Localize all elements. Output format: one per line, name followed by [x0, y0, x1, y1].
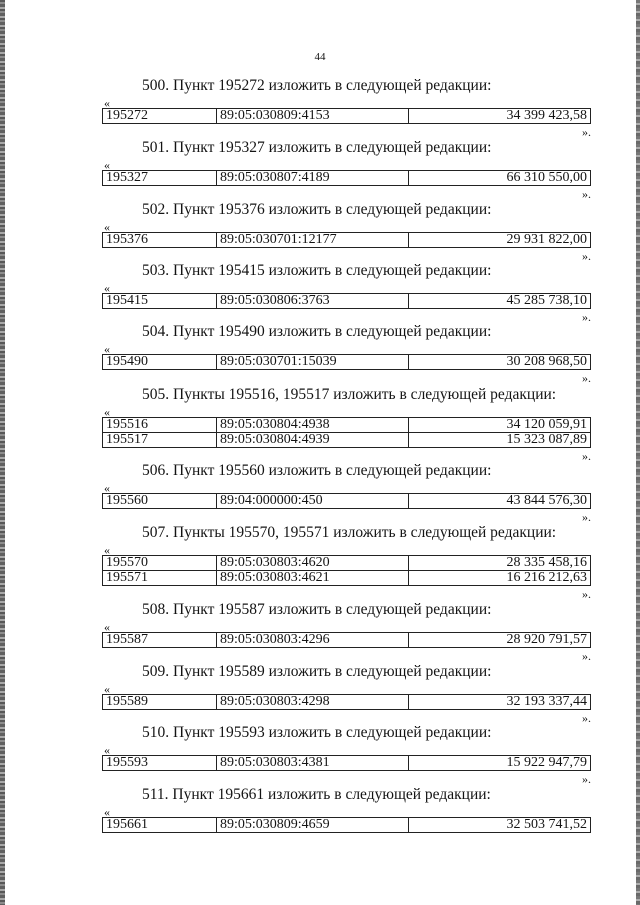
cell-amount: 43 844 576,30 [409, 494, 591, 509]
cell-item-number: 195415 [103, 294, 217, 309]
scan-edge-left [0, 0, 5, 905]
table-row [103, 494, 591, 509]
section-heading: 508. Пункт 195587 изложить в следующей редакции: [142, 601, 492, 618]
table-row [103, 418, 591, 433]
register-table [102, 555, 591, 586]
section-heading: 502. Пункт 195376 изложить в следующей редакции: [142, 201, 492, 218]
table-row [103, 109, 591, 124]
open-quote: « [104, 805, 110, 819]
close-quote: ». [582, 510, 591, 524]
cell-cadastral-number: 89:05:030804:4938 [217, 418, 409, 433]
cell-item-number: 195587 [103, 633, 217, 648]
table-row [103, 756, 591, 771]
cell-amount: 45 285 738,10 [409, 294, 591, 309]
table-row [103, 633, 591, 648]
cell-amount: 32 193 337,44 [409, 695, 591, 710]
cell-item-number: 195490 [103, 355, 217, 370]
register-table [102, 293, 591, 309]
table-row [103, 171, 591, 186]
close-quote: ». [582, 187, 591, 201]
register-table [102, 354, 591, 370]
close-quote: ». [582, 310, 591, 324]
table-row [103, 571, 591, 586]
section-heading: 511. Пункт 195661 изложить в следующей редакции: [142, 786, 491, 803]
open-quote: « [104, 220, 110, 234]
cell-cadastral-number: 89:05:030809:4153 [217, 109, 409, 124]
cell-amount: 34 120 059,91 [409, 418, 591, 433]
open-quote: « [104, 620, 110, 634]
register-table [102, 694, 591, 710]
open-quote: « [104, 743, 110, 757]
close-quote: ». [582, 371, 591, 385]
close-quote: ». [582, 125, 591, 139]
cell-item-number: 195589 [103, 695, 217, 710]
register-table [102, 170, 591, 186]
table-row [103, 433, 591, 448]
cell-cadastral-number: 89:05:030807:4189 [217, 171, 409, 186]
register-table [102, 417, 591, 448]
cell-item-number: 195516 [103, 418, 217, 433]
section-heading: 505. Пункты 195516, 195517 изложить в следующей редакции: [142, 386, 557, 403]
cell-cadastral-number: 89:04:000000:450 [217, 494, 409, 509]
cell-cadastral-number: 89:05:030803:4298 [217, 695, 409, 710]
section-heading: 507. Пункты 195570, 195571 изложить в следующей редакции: [142, 524, 557, 541]
cell-amount: 16 216 212,63 [409, 571, 591, 586]
open-quote: « [104, 481, 110, 495]
register-table [102, 232, 591, 248]
cell-amount: 34 399 423,58 [409, 109, 591, 124]
close-quote: ». [582, 249, 591, 263]
cell-cadastral-number: 89:05:030803:4620 [217, 556, 409, 571]
section-heading: 510. Пункт 195593 изложить в следующей редакции: [142, 724, 492, 741]
cell-item-number: 195593 [103, 756, 217, 771]
cell-item-number: 195571 [103, 571, 217, 586]
open-quote: « [104, 405, 110, 419]
cell-cadastral-number: 89:05:030809:4659 [217, 818, 409, 833]
section-heading: 503. Пункт 195415 изложить в следующей редакции: [142, 262, 492, 279]
open-quote: « [104, 342, 110, 356]
cell-item-number: 195376 [103, 233, 217, 248]
page-number: 44 [314, 51, 326, 63]
register-table [102, 493, 591, 509]
cell-item-number: 195517 [103, 433, 217, 448]
cell-item-number: 195560 [103, 494, 217, 509]
close-quote: ». [582, 772, 591, 786]
cell-cadastral-number: 89:05:030806:3763 [217, 294, 409, 309]
cell-cadastral-number: 89:05:030701:15039 [217, 355, 409, 370]
cell-item-number: 195327 [103, 171, 217, 186]
cell-amount: 28 335 458,16 [409, 556, 591, 571]
close-quote: ». [582, 649, 591, 663]
register-table [102, 817, 591, 833]
cell-amount: 15 323 087,89 [409, 433, 591, 448]
cell-item-number: 195272 [103, 109, 217, 124]
cell-amount: 32 503 741,52 [409, 818, 591, 833]
register-table [102, 108, 591, 124]
cell-cadastral-number: 89:05:030803:4296 [217, 633, 409, 648]
cell-cadastral-number: 89:05:030701:12177 [217, 233, 409, 248]
scan-edge-right [636, 0, 640, 905]
section-heading: 501. Пункт 195327 изложить в следующей редакции: [142, 139, 492, 156]
open-quote: « [104, 281, 110, 295]
table-row [103, 818, 591, 833]
cell-amount: 66 310 550,00 [409, 171, 591, 186]
cell-item-number: 195661 [103, 818, 217, 833]
open-quote: « [104, 682, 110, 696]
cell-amount: 28 920 791,57 [409, 633, 591, 648]
close-quote: ». [582, 587, 591, 601]
close-quote: ». [582, 449, 591, 463]
cell-cadastral-number: 89:05:030804:4939 [217, 433, 409, 448]
cell-cadastral-number: 89:05:030803:4381 [217, 756, 409, 771]
cell-item-number: 195570 [103, 556, 217, 571]
section-heading: 509. Пункт 195589 изложить в следующей редакции: [142, 663, 492, 680]
section-heading: 504. Пункт 195490 изложить в следующей редакции: [142, 323, 492, 340]
table-row [103, 695, 591, 710]
cell-amount: 15 922 947,79 [409, 756, 591, 771]
cell-cadastral-number: 89:05:030803:4621 [217, 571, 409, 586]
open-quote: « [104, 158, 110, 172]
section-heading: 506. Пункт 195560 изложить в следующей редакции: [142, 462, 492, 479]
table-row [103, 355, 591, 370]
table-row [103, 294, 591, 309]
cell-amount: 29 931 822,00 [409, 233, 591, 248]
table-row [103, 556, 591, 571]
cell-amount: 30 208 968,50 [409, 355, 591, 370]
register-table [102, 632, 591, 648]
table-row [103, 233, 591, 248]
register-table [102, 755, 591, 771]
section-heading: 500. Пункт 195272 изложить в следующей редакции: [142, 77, 492, 94]
open-quote: « [104, 96, 110, 110]
open-quote: « [104, 543, 110, 557]
close-quote: ». [582, 711, 591, 725]
